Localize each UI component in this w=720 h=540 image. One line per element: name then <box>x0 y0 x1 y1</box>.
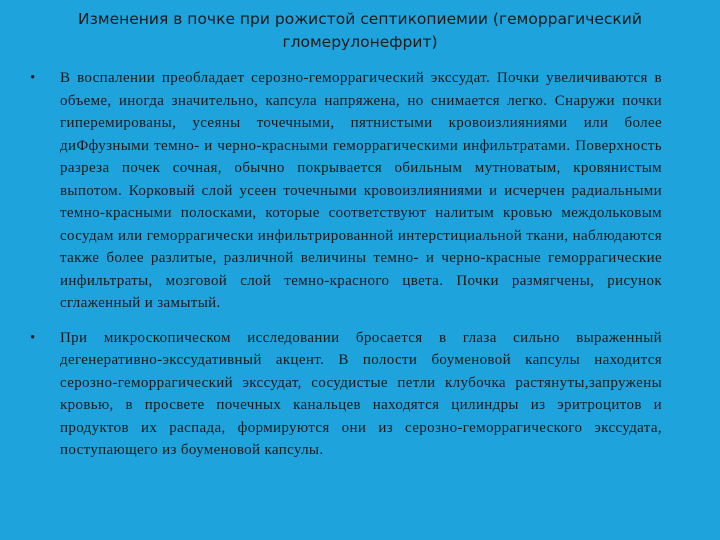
slide-title: Изменения в почке при рожистой септикопиемии (геморрагический гломерулонефрит) <box>78 10 642 51</box>
bullet-icon: • <box>30 70 36 86</box>
bullet-icon: • <box>30 329 36 346</box>
bullet-text: При микроскопическом исследовании бросается в глаза сильно выраженный дегенеративно-экссудативный акцент. В полости боуменовой капсулы находится серозно-геморрагический экссудат, сосудистые петли клубочка растянуты,запружены кровью, в просвете почечных канальцев находятся цилиндры из эритроцитов и продуктов их распада, формируются они из серозно-геморрагического экссудата, поступающего из боуменовой капсулы. <box>60 329 662 458</box>
list-item <box>26 67 662 315</box>
bullet-list <box>26 67 662 474</box>
list-item <box>26 327 662 462</box>
bullet-text: В воспалении преобладает серозно-геморрагический экссудат. Почки увеличиваются в объеме, иногда значительно, капсула напряжена, но снимается легко. Снаружи почки гиперемированы, усеяны точечными, пятнистыми кровоизлияниями или более диФфузными темно- и черно-красными геморрагическими инфильтратами. Поверхность разреза почек сочная, обычно покрывается обильным мутноватым, кровянистым выпотом. Корковый слой усеен точечными кровоизлияниями и исчерчен радиальными темно-красными полосками, которые соответствуют налитым кровью междольковым сосудам или геморрагически инфильтрированной интерстициальной ткани, наблюдаются также более разлитые, различной величины темно- и черно-красные геморрагические инфильтраты, мозговой слой темно-красного цвета. Почки размягчены, рисунок сглаженный и замытый. <box>60 70 662 311</box>
